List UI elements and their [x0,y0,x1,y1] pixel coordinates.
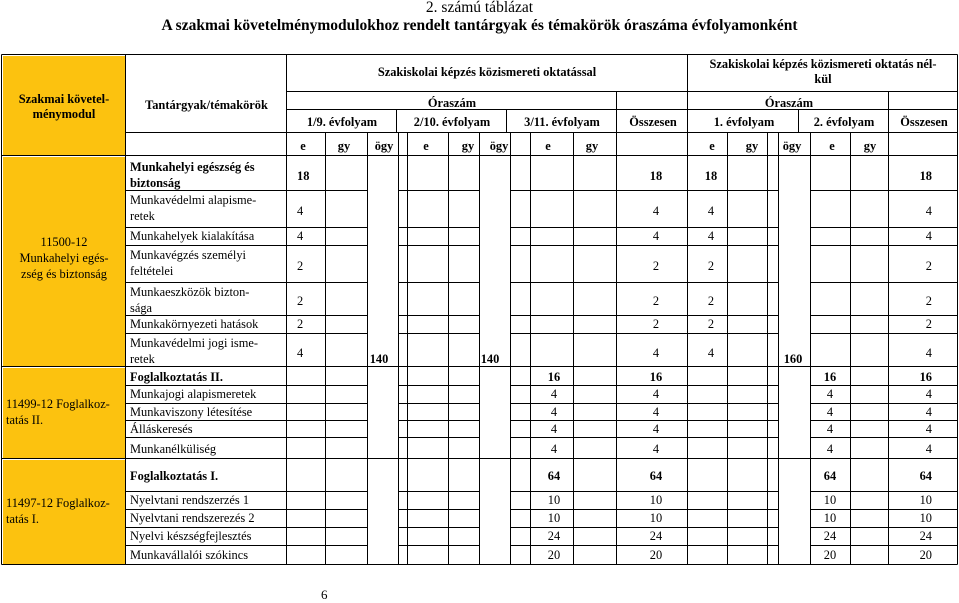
value-tot2: 18 [919,168,932,183]
subject-label: Munkavállalói szókincs [130,547,249,562]
subheader-gy: gy [585,139,599,153]
value-tot1: 2 [652,293,660,308]
subheader-gy: gy [863,139,877,153]
subheader-e: e [709,139,715,153]
value-tot1: 64 [649,468,663,483]
subject-label: Nyelvtani rendszerzés 1 [130,493,250,507]
subject-label: Foglalkoztatás II. [130,369,223,384]
value-tot2: 20 [919,547,932,562]
header-group-without-line2: kül [814,72,832,86]
value-tot1: 20 [649,547,663,562]
subject-label: Munkavégzés személyi [130,248,246,262]
value-e3: 24 [547,529,561,543]
subheader-ögy: ögy [374,139,394,153]
value-tot2: 4 [925,404,932,419]
subheader-e: e [829,139,835,153]
subject-label-cont: retek [130,352,155,366]
subject-label: Álláskeresés [130,421,193,436]
value-e3: 20 [547,547,561,562]
subject-label: Munkaviszony létesítése [130,404,253,419]
value-e5: 4 [826,387,834,401]
module-11499-line1: 11499-12 Foglalkoz- [6,397,110,411]
value-tot1: 2 [652,317,660,331]
value-e1: 2 [297,317,304,331]
module-11497-line2: tatás I. [6,512,40,526]
value-e3: 64 [547,468,561,483]
subject-label: Munkavédelmi alapisme- [130,193,257,207]
value-tot2: 64 [919,468,932,483]
header-year-2: 2. évfolyam [813,115,875,129]
subheader-ögy: ögy [489,139,509,153]
header-group-without-line1: Szakiskolai képzés közismereti oktatás nél- [709,57,937,71]
value-tot2: 4 [925,345,932,360]
value-e4: 2 [707,317,715,331]
header-total-2: Összesen [900,115,948,129]
header-oraszam-1: Óraszám [427,96,477,110]
value-e1: 4 [297,203,304,218]
subheader-e: e [545,139,551,153]
table-title: A szakmai követelménymodulokhoz rendelt tantárgyak és témakörök óraszáma évfolyamonként [161,17,798,34]
subject-label: Nyelvi készségfejlesztés [130,529,252,543]
value-e1: 18 [297,168,310,183]
module-11500-name-line1: Munkahelyi egés- [19,251,109,265]
header-year-1: 1. évfolyam [713,115,775,129]
header-module-line2: ménymodul [32,107,96,121]
value-e3: 4 [550,404,558,419]
subject-label: Munkahelyi egészség és [130,160,255,174]
value-e1: 2 [297,258,304,273]
subject-label: Munkakörnyezeti hatások [130,317,259,331]
value-tot1: 24 [649,529,663,543]
value-e4: 4 [707,345,715,360]
value-tot2: 4 [925,387,932,401]
header-oraszam-2: Óraszám [764,96,814,110]
module-11499-line2: tatás II. [6,413,44,427]
header-year-1-9: 1/9. évfolyam [306,115,378,129]
subject-label-cont: feltételei [130,264,174,278]
header-total-1: Összesen [629,115,677,129]
value-e3: 16 [547,369,561,384]
value-e1: 2 [297,293,304,308]
subject-label-cont: sága [130,301,153,315]
value-e3: 4 [550,421,558,436]
value-tot2: 24 [919,529,932,543]
header-year-2-10: 2/10. évfolyam [413,115,491,129]
module-11497-line1: 11497-12 Foglalkoz- [6,496,110,510]
value-tot2: 16 [919,369,932,384]
ogy-total-year-1: 160 [783,352,803,366]
value-e4: 2 [707,258,715,273]
header-module-line1: Szakmai követel- [18,92,110,106]
value-tot1: 4 [652,203,660,218]
value-tot2: 4 [925,421,932,436]
subject-label-cont: biztonság [130,176,181,190]
subject-label: Foglalkoztatás I. [130,468,219,483]
header-group-with: Szakiskolai képzés közismereti oktatással [377,65,597,79]
header-year-3-11: 3/11. évfolyam [524,115,600,129]
value-e5: 4 [826,404,834,419]
value-tot1: 16 [649,369,663,384]
value-tot1: 10 [649,493,663,507]
value-tot2: 4 [925,229,932,243]
subject-label: Munkanélküliség [130,441,217,456]
value-e5: 10 [823,511,837,525]
value-e5: 4 [826,421,834,436]
value-e3: 10 [547,511,561,525]
page-number: 6 [321,587,328,602]
value-e4: 4 [707,203,715,218]
value-tot1: 4 [652,387,660,401]
value-tot1: 4 [652,404,660,419]
subject-label: Munkavédelmi jogi isme- [130,336,259,350]
value-e4: 4 [707,229,715,243]
subheader-e: e [300,139,306,153]
value-tot1: 18 [649,168,663,183]
subject-label: Nyelvtani rendszerezés 2 [130,511,255,525]
value-tot2: 4 [925,203,932,218]
value-tot2: 2 [925,293,932,308]
value-e4: 18 [704,168,718,183]
ogy-total-year-2-10: 140 [480,352,500,366]
value-tot2: 10 [919,511,932,525]
value-e3: 4 [550,387,558,401]
value-e3: 10 [547,493,561,507]
value-tot1: 4 [652,229,660,243]
value-e3: 4 [550,441,558,456]
module-11500-code: 11500-12 [40,235,88,249]
value-e4: 2 [707,293,715,308]
subheader-gy: gy [745,139,759,153]
value-e5: 64 [823,468,837,483]
value-e5: 4 [826,441,834,456]
value-e5: 10 [823,493,837,507]
subheader-e: e [423,139,429,153]
value-tot2: 4 [925,441,932,456]
value-tot1: 4 [652,441,660,456]
value-tot2: 2 [925,317,932,331]
header-subjects: Tantárgyak/témakörök [145,98,268,112]
subheader-gy: gy [461,139,475,153]
value-e5: 24 [823,529,837,543]
subject-label: Munkaeszközök bizton- [130,285,250,299]
value-tot1: 4 [652,421,660,436]
value-tot1: 4 [652,345,660,360]
module-11500-name-line2: zség és biztonság [20,267,108,281]
subheader-ögy: ögy [782,139,802,153]
subheader-gy: gy [337,139,351,153]
value-e5: 20 [823,547,837,562]
ogy-total-year-1-9: 140 [369,352,389,366]
table-caption: 2. számú táblázat [425,0,534,16]
subject-label: Munkajogi alapismeretek [130,387,257,401]
value-tot2: 10 [919,493,932,507]
subject-label-cont: retek [130,209,155,223]
value-tot1: 10 [649,511,663,525]
value-tot1: 2 [652,258,660,273]
value-e5: 16 [823,369,837,384]
value-e1: 4 [297,229,304,243]
value-e1: 4 [297,345,304,360]
value-tot2: 2 [925,258,932,273]
subject-label: Munkahelyek kialakítása [130,229,255,243]
